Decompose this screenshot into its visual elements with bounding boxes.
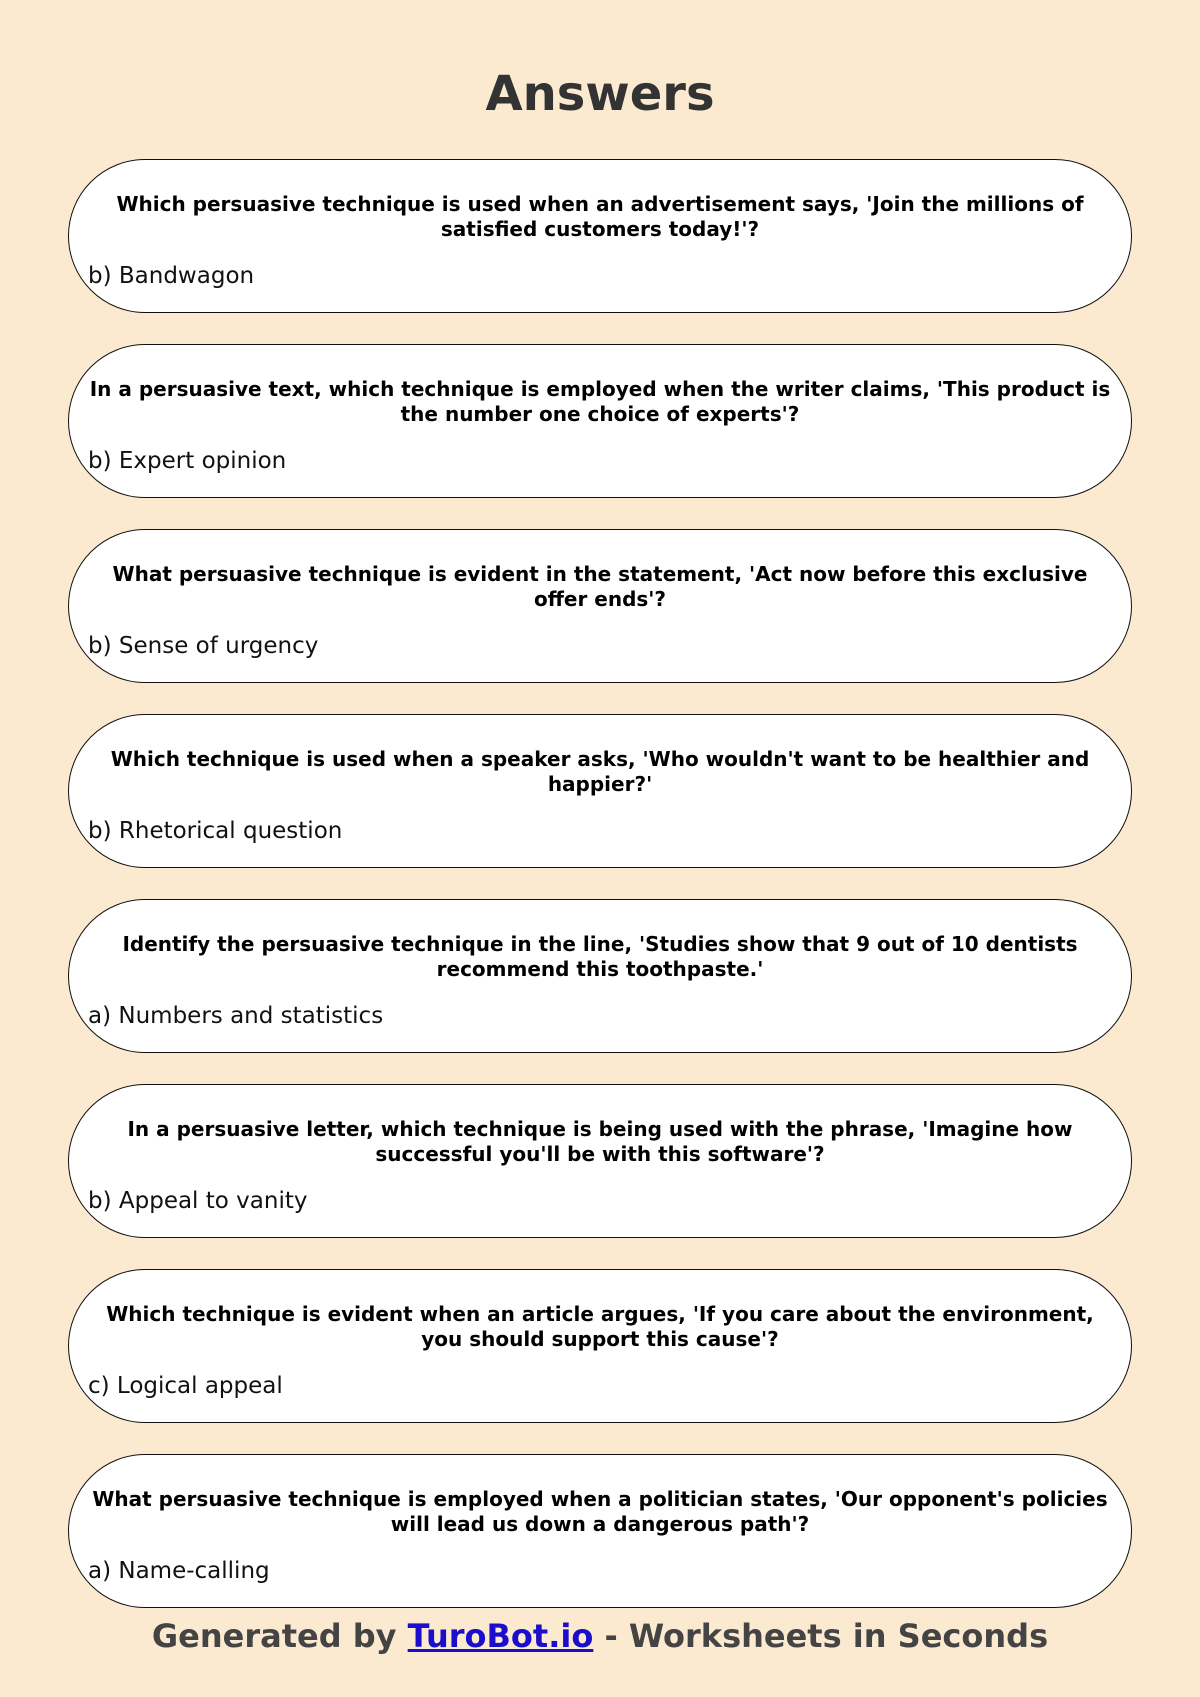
turobot-link[interactable]: TuroBot.io — [407, 1617, 594, 1655]
footer-suffix: - Worksheets in Seconds — [593, 1617, 1049, 1655]
footer — [0, 1617, 1200, 1655]
question-text: In a persuasive text, which technique is employed when the writer claims, 'This product is the number one choice of experts'? — [89, 377, 1111, 426]
answer-card — [68, 159, 1132, 313]
answer-list — [68, 159, 1132, 1639]
answer-text: a) Name-calling — [88, 1558, 270, 1584]
answer-card — [68, 1454, 1132, 1608]
answer-card — [68, 1084, 1132, 1238]
answer-text: b) Rhetorical question — [88, 818, 343, 844]
answer-text: b) Expert opinion — [88, 448, 287, 474]
answer-text: a) Numbers and statistics — [88, 1003, 384, 1029]
page-title: Answers — [485, 66, 715, 122]
answer-card — [68, 344, 1132, 498]
question-text: Which technique is used when a speaker asks, 'Who wouldn't want to be healthier and happier?' — [110, 747, 1090, 796]
question-text: Identify the persuasive technique in the line, 'Studies show that 9 out of 10 dentists recommend this toothpaste.' — [122, 932, 1078, 981]
answer-text: c) Logical appeal — [88, 1373, 283, 1399]
answer-text: b) Bandwagon — [88, 263, 255, 289]
footer-prefix: Generated by — [151, 1617, 408, 1655]
question-text: What persuasive technique is employed when a politician states, 'Our opponent's policies will lead us down a dangerous path'? — [92, 1487, 1108, 1536]
answer-card — [68, 1269, 1132, 1423]
answer-text: b) Sense of urgency — [88, 633, 319, 659]
answer-card — [68, 529, 1132, 683]
question-text: Which persuasive technique is used when an advertisement says, 'Join the millions of satisfied customers today!'? — [116, 192, 1084, 241]
answer-card — [68, 714, 1132, 868]
answer-text: b) Appeal to vanity — [88, 1188, 308, 1214]
question-text: What persuasive technique is evident in the statement, 'Act now before this exclusive offer ends'? — [112, 562, 1088, 611]
question-text: Which technique is evident when an article argues, 'If you care about the environment, you should support this cause'? — [106, 1302, 1094, 1351]
question-text: In a persuasive letter, which technique is being used with the phrase, 'Imagine how successful you'll be with this software'? — [127, 1117, 1073, 1166]
answer-card — [68, 899, 1132, 1053]
